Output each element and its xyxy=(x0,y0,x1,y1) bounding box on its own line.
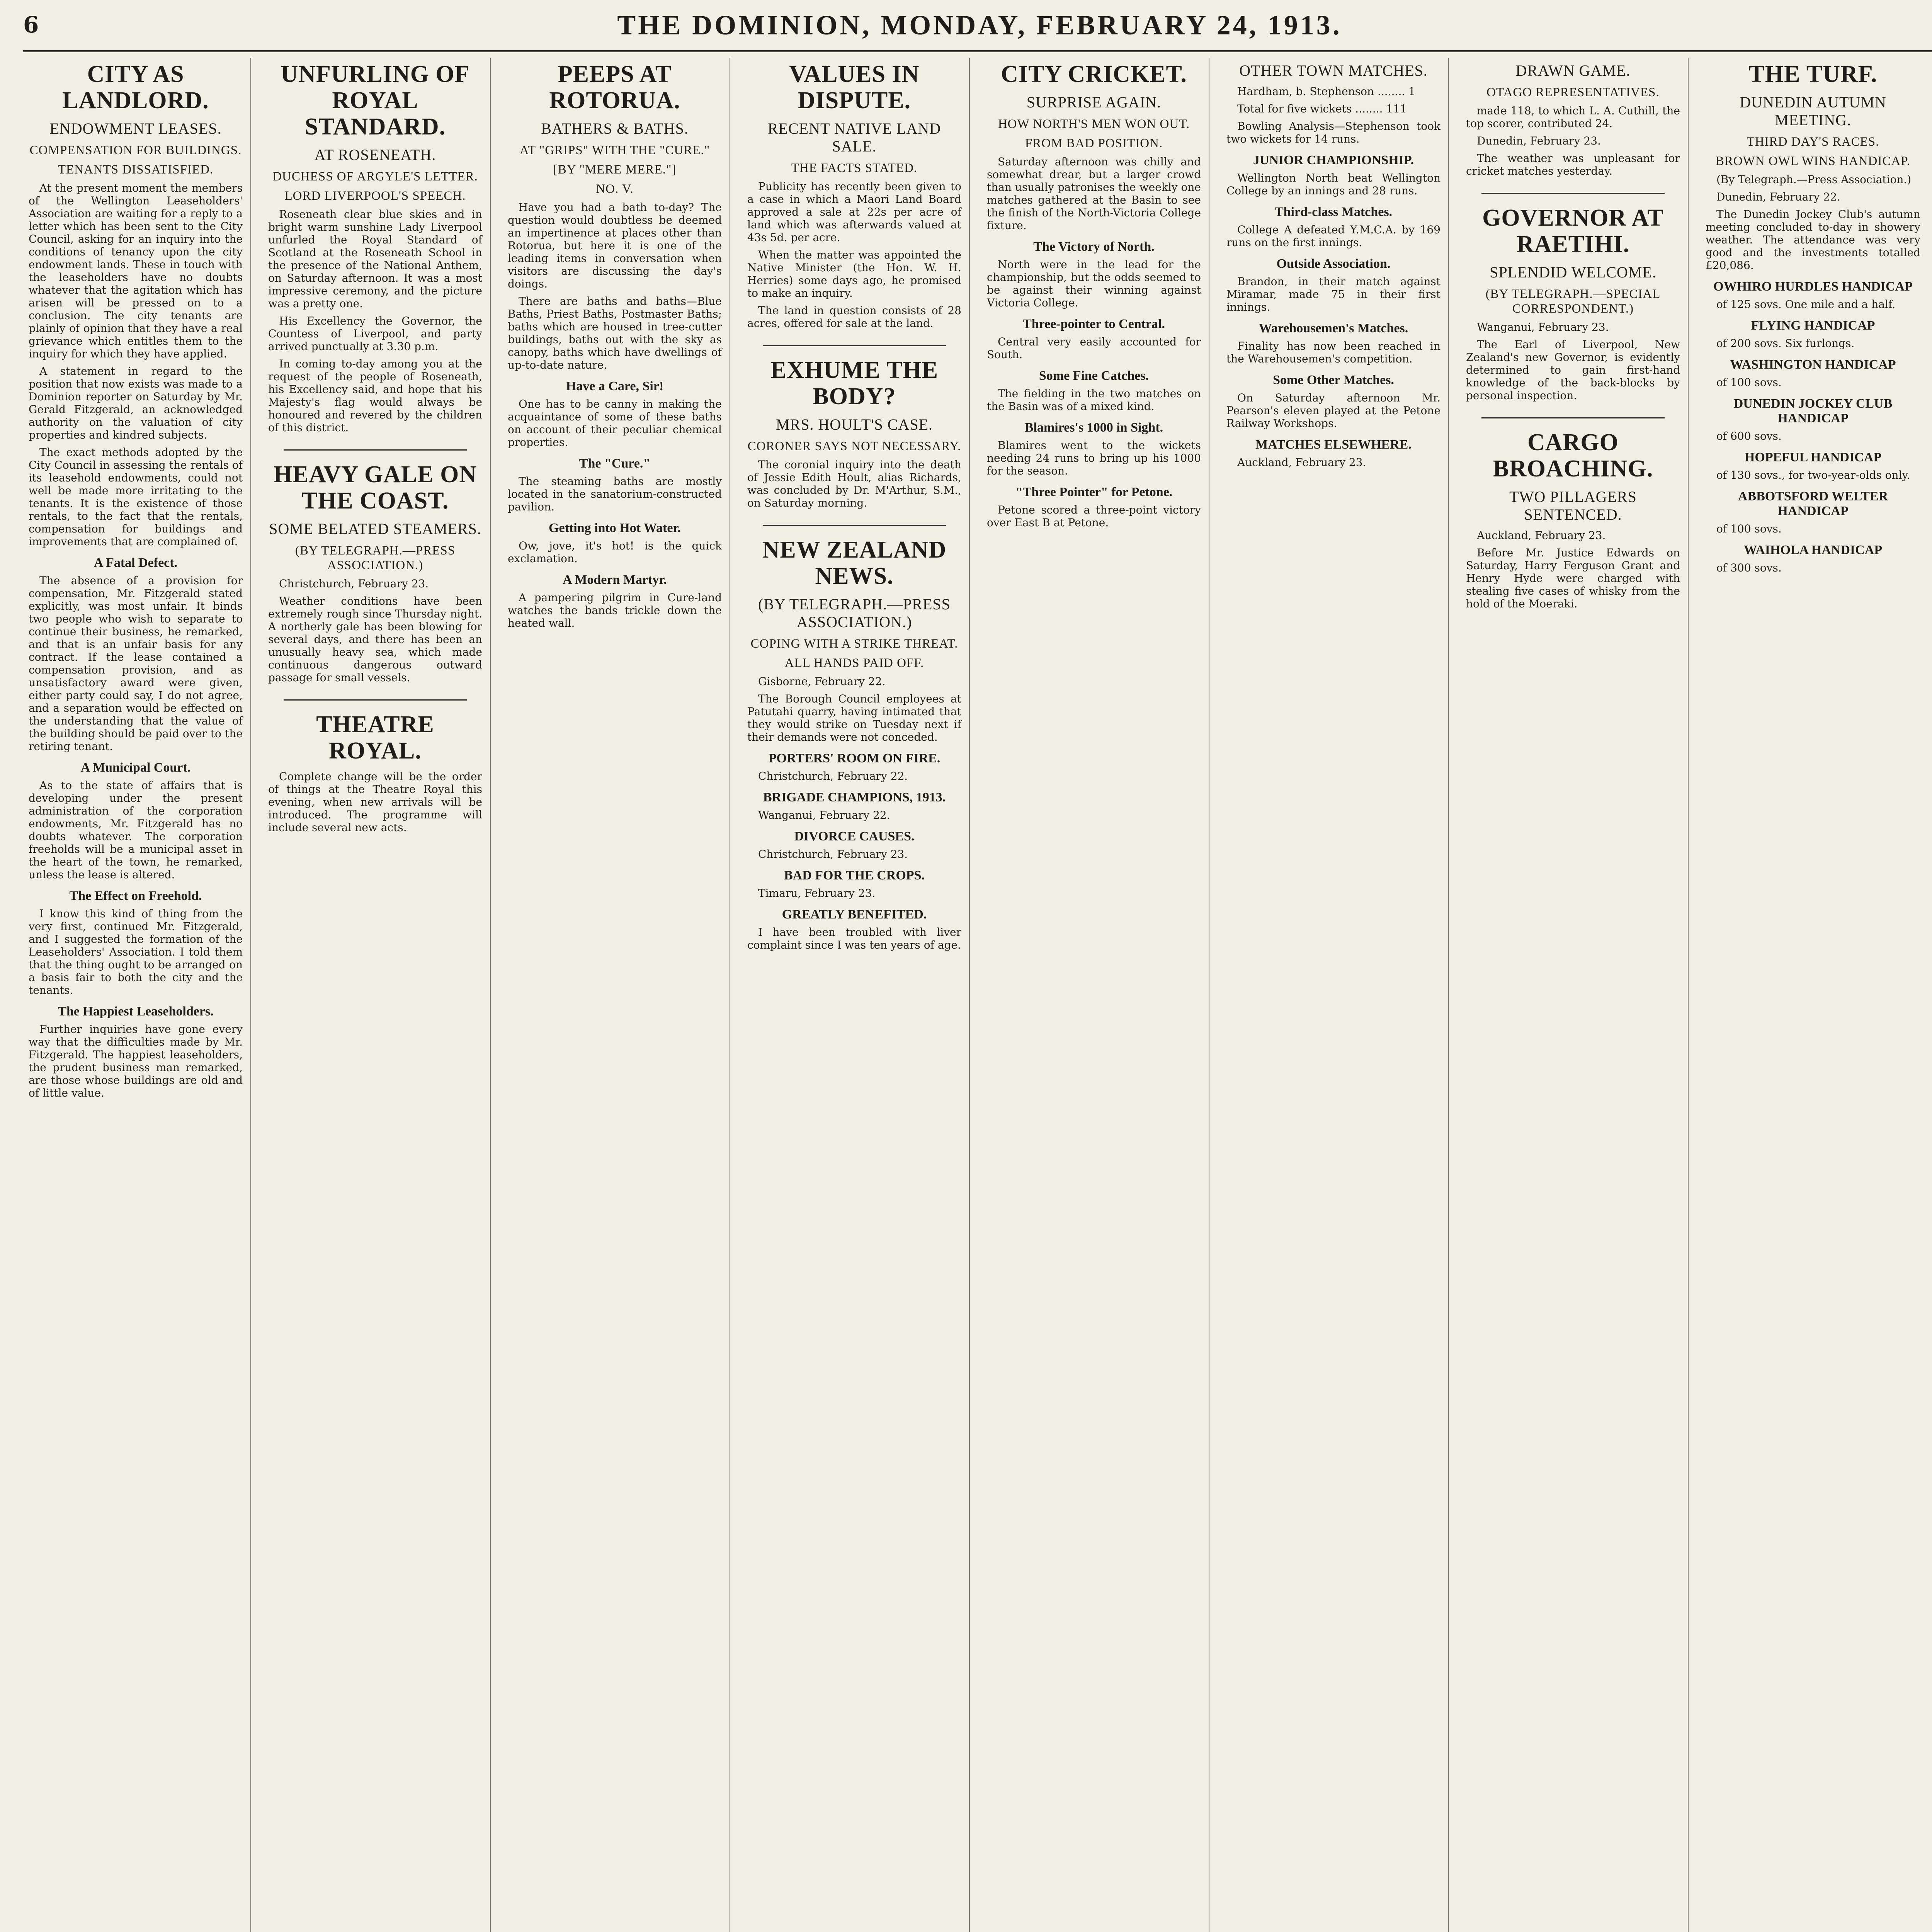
article-deck: HOW NORTH'S MEN WON OUT. xyxy=(998,117,1190,131)
section-subhead: BAD FOR THE CROPS. xyxy=(784,868,925,883)
article xyxy=(1466,62,1680,177)
article-deck: AT "GRIPS" WITH THE "CURE." xyxy=(519,143,710,157)
article-paragraph: Timaru, February 23. xyxy=(758,887,876,900)
section-subhead: FLYING HANDICAP xyxy=(1751,318,1875,333)
section-subhead: MATCHES ELSEWHERE. xyxy=(1255,437,1412,452)
article-divider xyxy=(763,525,946,526)
section-subhead: DIVORCE CAUSES. xyxy=(794,829,915,844)
article-deck: DUNEDIN AUTUMN MEETING. xyxy=(1740,94,1886,129)
article-headline: CITY AS LANDLORD. xyxy=(62,61,209,114)
article-paragraph: The land in question consists of 28 acres, offered for sale at the land. xyxy=(747,304,961,330)
article-deck: MRS. HOULT'S CASE. xyxy=(776,416,933,433)
article-paragraph: of 200 sovs. Six furlongs. xyxy=(1716,337,1855,350)
article-headline: THE TURF. xyxy=(1748,61,1878,87)
article-deck: SURPRISE AGAIN. xyxy=(1026,94,1162,111)
section-subhead: PORTERS' ROOM ON FIRE. xyxy=(768,751,940,765)
column-1 xyxy=(23,58,251,1932)
article-deck: AT ROSENEATH. xyxy=(314,146,436,163)
article-paragraph: Bowling Analysis—Stephenson took two wickets for 14 runs. xyxy=(1226,120,1440,145)
section-subhead: Have a Care, Sir! xyxy=(566,379,664,393)
article-deck: THE FACTS STATED. xyxy=(791,161,918,175)
article-paragraph: Auckland, February 23. xyxy=(1237,456,1366,469)
section-subhead: The "Cure." xyxy=(579,456,651,471)
article xyxy=(268,61,482,434)
section-subhead: Some Fine Catches. xyxy=(1039,369,1149,383)
article-divider xyxy=(1481,193,1665,194)
article xyxy=(747,61,961,330)
article-headline: CITY CRICKET. xyxy=(1001,61,1187,87)
article-paragraph: A pampering pilgrim in Cure-land watches the bands trickle down the heated wall. xyxy=(508,591,722,629)
page-body xyxy=(23,58,1932,1932)
article-paragraph: On Saturday afternoon Mr. Pearson's eleven played at the Petone Railway Workshops. xyxy=(1226,391,1440,430)
article-paragraph: In coming to-day among you at the request of the people of Roseneath, his Excellency said, and hope that his Majesty's flag would always be honoured and revered by the children of this district. xyxy=(268,357,482,434)
article-divider xyxy=(763,345,946,346)
article-deck: OTAGO REPRESENTATIVES. xyxy=(1486,85,1660,99)
article-headline: THEATRE ROYAL. xyxy=(316,711,434,764)
article-deck: DUCHESS OF ARGYLE'S LETTER. xyxy=(272,170,478,184)
article-paragraph: Further inquiries have gone every way that the difficulties made by Mr. Fitzgerald. The happiest leaseholders, the prudent business man remarked, are those whose buildings are old and of little value. xyxy=(29,1023,243,1099)
article-paragraph: A statement in regard to the position that now exists was made to a Dominion reporter on Saturday by Mr. Gerald Fitzgerald, an acknowledged authority on the valuation of city properties and kindred subjects. xyxy=(29,365,243,441)
article-deck: COPING WITH A STRIKE THREAT. xyxy=(750,637,958,651)
section-subhead: A Municipal Court. xyxy=(80,760,191,775)
article-paragraph: Christchurch, February 23. xyxy=(279,577,429,590)
section-subhead: Third-class Matches. xyxy=(1274,205,1393,219)
section-subhead: Getting into Hot Water. xyxy=(549,521,681,535)
article-paragraph: Hardham, b. Stephenson ........ 1 xyxy=(1237,85,1415,98)
article-deck: SOME BELATED STEAMERS. xyxy=(269,520,481,537)
section-subhead: OWHIRO HURDLES HANDICAP xyxy=(1713,279,1913,294)
article-headline: PEEPS AT ROTORUA. xyxy=(549,61,680,114)
section-subhead: Blamires's 1000 in Sight. xyxy=(1024,420,1163,435)
article-deck: LORD LIVERPOOL'S SPEECH. xyxy=(284,189,466,203)
article-paragraph: The fielding in the two matches on the Basin was of a mixed kind. xyxy=(987,387,1201,413)
article-deck: TENANTS DISSATISFIED. xyxy=(58,163,214,177)
article-paragraph: Saturday afternoon was chilly and somewhat drear, but a larger crowd than usually patronises the weekly one matches gathered at the Basin to see the finish of the North-Victoria College fixture. xyxy=(987,155,1201,232)
article-paragraph: Weather conditions have been extremely rough since Thursday night. A northerly gale has been blowing for several days, and there has been an unusually heavy sea, which made continuous dangerous outward passage for small vessels. xyxy=(268,595,482,684)
section-subhead: Outside Association. xyxy=(1276,257,1391,271)
article-deck: CORONER SAYS NOT NECESSARY. xyxy=(747,439,961,453)
article-paragraph: of 300 sovs. xyxy=(1716,561,1782,574)
article-headline: GOVERNOR AT RAETIHI. xyxy=(1482,205,1664,257)
article-paragraph: I know this kind of thing from the very first, continued Mr. Fitzgerald, and I suggested the formation of the Leaseholders' Association. I told them that the thing ought to be arranged on a basis fair to both the city and the tenants. xyxy=(29,907,243,997)
article-headline: EXHUME THE BODY? xyxy=(770,357,939,410)
article-paragraph: Complete change will be the order of things at the Theatre Royal this evening, when new arrivals will be introduced. The programme will include several new acts. xyxy=(268,770,482,834)
article-paragraph: The Dunedin Jockey Club's autumn meeting concluded to-day in showery weather. The attendance was very good and the investments totalled £20,086. xyxy=(1706,208,1920,272)
article-paragraph: of 100 sovs. xyxy=(1716,522,1782,535)
article-deck: COMPENSATION FOR BUILDINGS. xyxy=(29,143,242,157)
article-deck: SPLENDID WELCOME. xyxy=(1490,264,1656,281)
article-paragraph: Wellington North beat Wellington College by an innings and 28 runs. xyxy=(1226,172,1440,197)
article-paragraph: Have you had a bath to-day? The question would doubtless be deemed an impertinence at places other than Rotorua, but here it is one of the leading items in conversation when visitors are discussing the day's doings. xyxy=(508,201,722,290)
article-paragraph: Blamires went to the wickets needing 24 runs to bring up his 1000 for the season. xyxy=(987,439,1201,477)
article-paragraph: The Earl of Liverpool, New Zealand's new Governor, is evidently determined to gain first-hand knowledge of the back-blocks by personal inspection. xyxy=(1466,338,1680,402)
article-paragraph: At the present moment the members of the Wellington Leaseholders' Association are waiting for a reply to a letter which has been sent to the City Council, asking for an inquiry into the conditions of tenancy upon the city endowment lands. These in touch with the leaseholders have no doubts whatever that the agitation which has arisen will be pressed on to a conclusion. The city tenants are plainly of opinion that they have a real grievance which entitles them to the inquiry for which they have applied. xyxy=(29,182,243,360)
column-8 xyxy=(1700,58,1928,1932)
section-subhead: HOPEFUL HANDICAP xyxy=(1744,450,1882,464)
article-deck: RECENT NATIVE LAND SALE. xyxy=(767,120,941,155)
article-deck: (BY TELEGRAPH.—PRESS ASSOCIATION.) xyxy=(758,595,951,631)
article-deck: THIRD DAY'S RACES. xyxy=(1747,135,1879,149)
article-paragraph: Wanganui, February 23. xyxy=(1477,321,1609,333)
article-paragraph: of 100 sovs. xyxy=(1716,376,1782,389)
article-paragraph: The absence of a provision for compensation, Mr. Fitzgerald stated explicitly, was most unfair. It binds two people who wish to separate to continue their business, he remarked, and that is an unfair basis for any contract. If the lease contained a compensation provision, and as unsatisfactory award were given, either party could say, I do not agree, and a separation would be effected on the understanding that the value of the building should be paid over to the retiring tenant. xyxy=(29,574,243,753)
article-paragraph: North were in the lead for the championship, but the odds seemed to be against their winning against Victoria College. xyxy=(987,258,1201,309)
masthead xyxy=(23,8,1932,52)
article-deck: ENDOWMENT LEASES. xyxy=(49,120,222,137)
article-paragraph: Central very easily accounted for South. xyxy=(987,335,1201,361)
section-subhead: Some Other Matches. xyxy=(1273,373,1394,387)
section-subhead: A Fatal Defect. xyxy=(94,556,178,570)
article-paragraph: The exact methods adopted by the City Council in assessing the rentals of its leasehold endowments, could not well be made more irritating to the tenants. It is the existence of those rentals, to the fact that the rentals, compensation for buildings and improvements that are complained of. xyxy=(29,446,243,548)
section-subhead: DUNEDIN JOCKEY CLUB HANDICAP xyxy=(1733,396,1893,425)
article xyxy=(1226,62,1440,469)
article-deck: OTHER TOWN MATCHES. xyxy=(1239,62,1428,79)
article-deck: (BY TELEGRAPH.—SPECIAL CORRESPONDENT.) xyxy=(1485,287,1661,316)
article-paragraph: made 118, to which L. A. Cuthill, the top scorer, contributed 24. xyxy=(1466,104,1680,130)
column-7 xyxy=(1461,58,1689,1932)
article-paragraph: Dunedin, February 22. xyxy=(1716,190,1840,203)
article-paragraph: Finality has now been reached in the Warehousemen's competition. xyxy=(1226,340,1440,365)
article xyxy=(268,699,482,834)
section-subhead: Warehousemen's Matches. xyxy=(1259,321,1408,335)
article-deck: BROWN OWL WINS HANDICAP. xyxy=(1715,154,1911,168)
column-6 xyxy=(1221,58,1449,1932)
section-subhead: The Victory of North. xyxy=(1033,240,1155,254)
article-headline: UNFURLING OF ROYAL STANDARD. xyxy=(281,61,470,140)
article-paragraph: Before Mr. Justice Edwards on Saturday, Harry Ferguson Grant and Henry Hyde were charged with stealing five cases of whisky from the hold of the Moeraki. xyxy=(1466,546,1680,610)
article-headline: VALUES IN DISPUTE. xyxy=(789,61,920,114)
article-paragraph: of 125 sovs. One mile and a half. xyxy=(1716,298,1896,311)
article xyxy=(1466,417,1680,610)
column-4 xyxy=(742,58,970,1932)
article-paragraph: Publicity has recently been given to a case in which a Maori Land Board approved a sale at 22s per acre of land which was afterwards valued at 43s 5d. per acre. xyxy=(747,180,961,244)
article-paragraph: The Borough Council employees at Patutahi quarry, having intimated that they would strike on Tuesday next if their demands were not conceded. xyxy=(747,692,961,743)
article-paragraph: Dunedin, February 23. xyxy=(1477,134,1601,147)
article-paragraph: Wanganui, February 22. xyxy=(758,809,890,821)
article-paragraph: Brandon, in their match against Miramar, made 75 in their first innings. xyxy=(1226,275,1440,313)
article-headline: NEW ZEALAND NEWS. xyxy=(762,537,947,589)
article-deck: FROM BAD POSITION. xyxy=(1025,136,1163,150)
page-number: 6 xyxy=(23,12,39,38)
article xyxy=(508,61,722,629)
article-paragraph: of 600 sovs. xyxy=(1716,430,1782,442)
article-headline: HEAVY GALE ON THE COAST. xyxy=(273,461,477,514)
article xyxy=(747,345,961,509)
article-paragraph: Ow, jove, it's hot! is the quick exclamation. xyxy=(508,539,722,565)
article-paragraph: When the matter was appointed the Native Minister (the Hon. W. H. Herries) some days ago, he promised to make an inquiry. xyxy=(747,248,961,299)
article xyxy=(747,525,961,951)
section-subhead: A Modern Martyr. xyxy=(563,573,667,587)
column-5 xyxy=(981,58,1209,1932)
article-paragraph: His Excellency the Governor, the Countess of Liverpool, and party arrived punctually at 3.30 p.m. xyxy=(268,315,482,353)
article-deck: BATHERS & BATHS. xyxy=(541,120,689,137)
article xyxy=(29,61,243,1099)
article-paragraph: The coronial inquiry into the death of Jessie Edith Hoult, alias Richards, was concluded by Dr. M'Arthur, S.M., on Saturday morning. xyxy=(747,458,961,509)
article xyxy=(1466,193,1680,402)
article-paragraph: Petone scored a three-point victory over East B at Petone. xyxy=(987,503,1201,529)
article xyxy=(1706,61,1920,574)
article xyxy=(987,61,1201,529)
article-paragraph: of 130 sovs., for two-year-olds only. xyxy=(1716,469,1910,481)
section-subhead: WASHINGTON HANDICAP xyxy=(1730,357,1896,372)
article-paragraph: The weather was unpleasant for cricket matches yesterday. xyxy=(1466,152,1680,177)
section-subhead: WAIHOLA HANDICAP xyxy=(1744,543,1882,557)
article-paragraph: Christchurch, February 22. xyxy=(758,770,908,782)
article-deck: [BY "MERE MERE."] xyxy=(553,163,677,177)
article-paragraph: Christchurch, February 23. xyxy=(758,848,908,861)
section-subhead: GREATLY BENEFITED. xyxy=(782,907,927,922)
article-divider xyxy=(1481,417,1665,418)
article-divider xyxy=(284,449,467,451)
article-paragraph: I have been troubled with liver complaint since I was ten years of age. xyxy=(747,926,961,951)
section-subhead: The Effect on Freehold. xyxy=(69,889,202,903)
article-deck: NO. V. xyxy=(596,182,634,196)
column-2 xyxy=(263,58,491,1932)
newspaper-title: THE DOMINION, MONDAY, FEBRUARY 24, 1913. xyxy=(617,10,1342,41)
article-paragraph: Gisborne, February 22. xyxy=(758,675,886,688)
article-divider xyxy=(284,699,467,701)
article-paragraph: There are baths and baths—Blue Baths, Priest Baths, Postmaster Baths; baths which are housed in tree-cutter buildings, baths out with the sky as canopy, baths which have dwellings of up-to-date nature. xyxy=(508,295,722,371)
article-paragraph: Total for five wickets ........ 111 xyxy=(1237,102,1407,115)
article-deck: (BY TELEGRAPH.—PRESS ASSOCIATION.) xyxy=(295,544,456,572)
article-paragraph: (By Telegraph.—Press Association.) xyxy=(1716,173,1912,186)
section-subhead: BRIGADE CHAMPIONS, 1913. xyxy=(763,790,946,804)
article-paragraph: College A defeated Y.M.C.A. by 169 runs on the first innings. xyxy=(1226,223,1440,249)
article-deck: TWO PILLAGERS SENTENCED. xyxy=(1509,488,1637,523)
section-subhead: "Three Pointer" for Petone. xyxy=(1015,485,1173,499)
column-3 xyxy=(502,58,730,1932)
article-paragraph: The steaming baths are mostly located in the sanatorium-constructed pavilion. xyxy=(508,475,722,513)
article-deck: ALL HANDS PAID OFF. xyxy=(784,656,924,670)
section-subhead: ABBOTSFORD WELTER HANDICAP xyxy=(1738,489,1888,518)
section-subhead: Three-pointer to Central. xyxy=(1023,317,1165,331)
section-subhead: JUNIOR CHAMPIONSHIP. xyxy=(1253,153,1414,167)
article-paragraph: As to the state of affairs that is developing under the present administration of the corporation endowments, Mr. Fitzgerald has no doubts whatever. The corporation freeholds will be a municipal asset in the heart of the town, he remarked, unless the lease is altered. xyxy=(29,779,243,881)
section-subhead: The Happiest Leaseholders. xyxy=(58,1004,214,1019)
article-paragraph: Auckland, February 23. xyxy=(1477,529,1606,542)
article-paragraph: One has to be canny in making the acquaintance of some of these baths on account of their peculiar chemical properties. xyxy=(508,398,722,449)
article-paragraph: Roseneath clear blue skies and in bright warm sunshine Lady Liverpool unfurled the Royal Standard of Scotland at the Roseneath School in the presence of the National Anthem, on Saturday afternoon. It was a most impressive ceremony, and the picture was a pretty one. xyxy=(268,208,482,310)
article-deck: DRAWN GAME. xyxy=(1515,62,1631,79)
article xyxy=(268,449,482,684)
article-headline: CARGO BROACHING. xyxy=(1493,429,1653,482)
